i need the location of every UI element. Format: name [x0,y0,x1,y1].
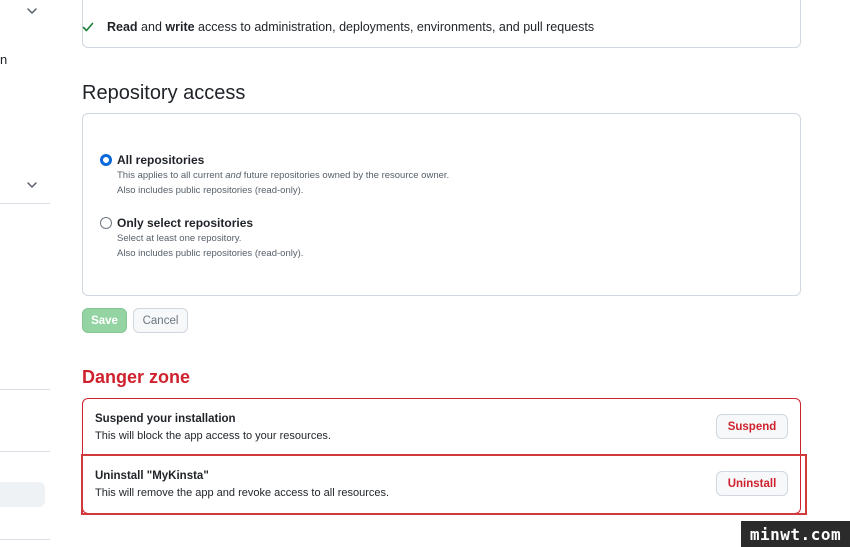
danger-item-description: This will block the app access to your resources. [95,430,331,442]
permission-write: write [165,20,195,34]
radio-all-repositories[interactable] [100,154,112,166]
radio-select-repositories[interactable] [100,217,112,229]
annotation-highlight-box [81,454,807,515]
chevron-down-icon[interactable] [26,5,38,17]
sidebar-divider [0,389,50,390]
sidebar-divider [0,451,50,452]
repository-access-title: Repository access [82,82,246,104]
sidebar-divider [0,539,50,540]
option-select-repositories[interactable] [100,215,303,261]
sidebar [0,0,52,547]
option-note: Select at least one repository. [117,233,242,244]
danger-zone-title: Danger zone [82,367,191,387]
uninstall-button[interactable]: Uninstall [716,471,788,496]
chevron-down-icon[interactable] [26,179,38,191]
option-label[interactable]: All repositories [117,153,205,167]
permission-row [82,20,594,34]
danger-item-title: Uninstall "MyKinsta" [95,470,209,482]
check-icon [82,21,94,33]
option-note: Also includes public repositories (read-only). [117,185,304,196]
danger-item-title: Suspend your installation [95,413,236,425]
watermark: minwt.com [741,521,850,547]
cancel-button[interactable]: Cancel [133,308,188,333]
repository-access-box [82,113,801,296]
sidebar-truncated-text: n [0,52,8,67]
suspend-button[interactable]: Suspend [716,414,788,439]
option-all-repositories[interactable] [100,152,449,198]
option-note: Also includes public repositories (read-only). [117,248,304,259]
option-label[interactable]: Only select repositories [117,216,254,230]
danger-item-description: This will remove the app and revoke access to all resources. [95,487,390,499]
sidebar-divider [0,203,50,204]
sidebar-item-active[interactable] [0,482,45,507]
option-note: This applies to all current and future repositories owned by the resource owner. [117,170,450,181]
save-button[interactable]: Save [82,308,127,333]
permission-and: and [137,20,166,34]
danger-item-suspend [95,412,331,443]
permission-description: access to administration, deployments, environments, and pull requests [194,20,595,34]
permission-read: Read [107,20,138,34]
